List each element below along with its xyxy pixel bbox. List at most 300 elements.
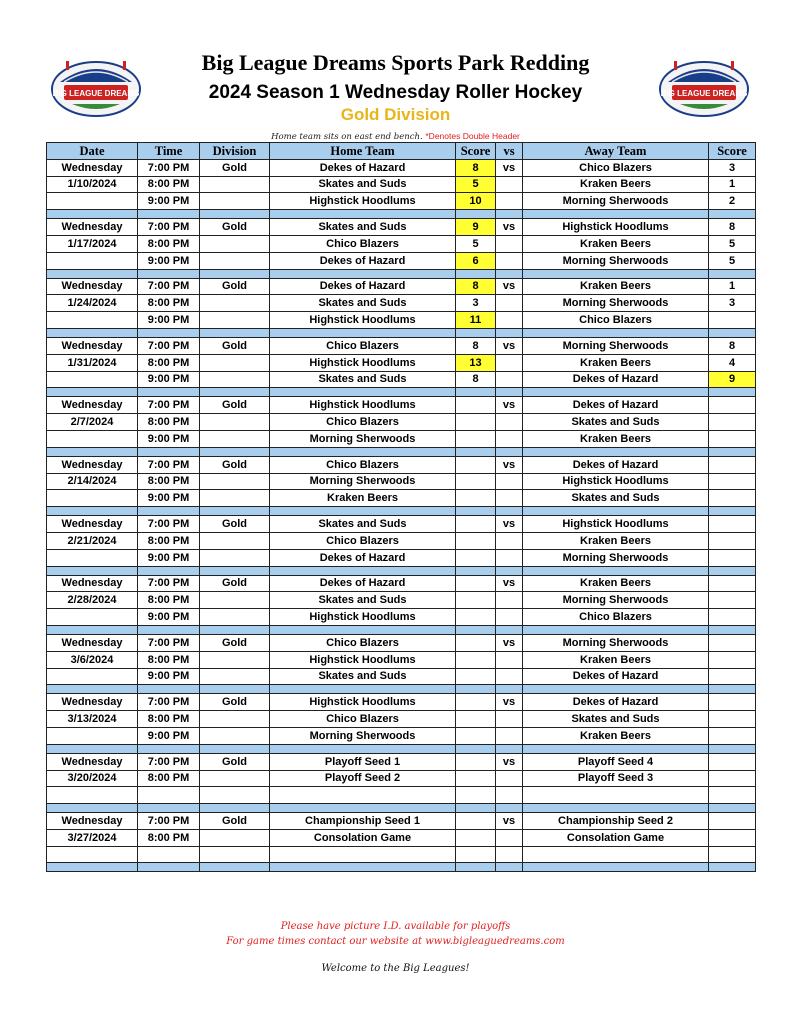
home-score-cell: 6 <box>456 252 496 269</box>
time-cell: 9:00 PM <box>138 490 200 507</box>
spacer-cell <box>456 328 496 337</box>
vs-cell <box>496 592 523 609</box>
col-vs: vs <box>496 143 523 160</box>
away-score-cell <box>709 473 756 490</box>
vs-cell: vs <box>496 159 523 176</box>
vs-cell <box>496 532 523 549</box>
date-cell: Wednesday <box>47 397 138 414</box>
spacer-row <box>47 804 756 813</box>
home-team-cell: Kraken Beers <box>270 490 456 507</box>
away-score-cell <box>709 532 756 549</box>
date-cell: Wednesday <box>47 516 138 533</box>
spacer-cell <box>200 328 270 337</box>
home-score-cell <box>456 490 496 507</box>
time-cell <box>138 787 200 804</box>
home-team-cell: Skates and Suds <box>270 295 456 312</box>
home-team-cell: Highstick Hoodlums <box>270 609 456 626</box>
spacer-cell <box>47 388 138 397</box>
spacer-cell <box>200 744 270 753</box>
spacer-cell <box>47 744 138 753</box>
spacer-cell <box>47 447 138 456</box>
division-cell: Gold <box>200 753 270 770</box>
spacer-cell <box>200 388 270 397</box>
home-team-cell: Morning Sherwoods <box>270 727 456 744</box>
division-cell: Gold <box>200 634 270 651</box>
spacer-cell <box>138 804 200 813</box>
date-cell: 3/27/2024 <box>47 829 138 846</box>
game-row <box>47 354 756 371</box>
home-score-cell <box>456 668 496 685</box>
spacer-cell <box>138 744 200 753</box>
spacer-cell <box>496 863 523 872</box>
logo-text: BIG LEAGUE DREAMS <box>52 89 140 98</box>
spacer-cell <box>523 210 709 219</box>
away-team-cell: Kraken Beers <box>523 278 709 295</box>
spacer-cell <box>456 804 496 813</box>
away-score-cell <box>709 430 756 447</box>
time-cell: 9:00 PM <box>138 252 200 269</box>
time-cell: 8:00 PM <box>138 770 200 787</box>
game-row <box>47 312 756 329</box>
spacer-cell <box>47 863 138 872</box>
home-score-cell <box>456 473 496 490</box>
spacer-cell <box>709 447 756 456</box>
spacer-cell <box>523 388 709 397</box>
game-row <box>47 549 756 566</box>
home-score-cell: 8 <box>456 159 496 176</box>
division-cell <box>200 787 270 804</box>
game-row <box>47 592 756 609</box>
spacer-cell <box>523 269 709 278</box>
spacer-cell <box>47 625 138 634</box>
vs-cell <box>496 295 523 312</box>
time-cell: 8:00 PM <box>138 711 200 728</box>
division-cell <box>200 846 270 863</box>
vs-cell: vs <box>496 337 523 354</box>
spacer-cell <box>47 210 138 219</box>
spacer-cell <box>523 863 709 872</box>
spacer-cell <box>496 566 523 575</box>
home-score-cell <box>456 516 496 533</box>
date-cell: Wednesday <box>47 753 138 770</box>
spacer-row <box>47 388 756 397</box>
home-score-cell <box>456 770 496 787</box>
away-team-cell: Kraken Beers <box>523 176 709 193</box>
spacer-cell <box>270 625 456 634</box>
vs-cell: vs <box>496 813 523 830</box>
schedule-body <box>47 159 756 872</box>
vs-cell <box>496 235 523 252</box>
vs-cell <box>496 846 523 863</box>
time-cell: 8:00 PM <box>138 829 200 846</box>
spacer-cell <box>496 388 523 397</box>
spacer-cell <box>523 328 709 337</box>
date-cell: Wednesday <box>47 634 138 651</box>
vs-cell <box>496 354 523 371</box>
home-team-cell: Morning Sherwoods <box>270 430 456 447</box>
home-score-cell: 10 <box>456 193 496 210</box>
away-score-cell <box>709 634 756 651</box>
home-score-cell <box>456 694 496 711</box>
date-cell <box>47 252 138 269</box>
division-cell: Gold <box>200 694 270 711</box>
spacer-cell <box>709 388 756 397</box>
spacer-cell <box>709 804 756 813</box>
vs-cell <box>496 490 523 507</box>
division-cell <box>200 532 270 549</box>
date-cell: 2/14/2024 <box>47 473 138 490</box>
away-score-cell <box>709 668 756 685</box>
date-cell: Wednesday <box>47 575 138 592</box>
time-cell: 8:00 PM <box>138 295 200 312</box>
spacer-cell <box>496 685 523 694</box>
spacer-cell <box>138 507 200 516</box>
date-cell: 3/13/2024 <box>47 711 138 728</box>
vs-cell <box>496 371 523 388</box>
vs-cell: vs <box>496 575 523 592</box>
home-score-cell: 5 <box>456 176 496 193</box>
division-cell <box>200 371 270 388</box>
spacer-cell <box>496 507 523 516</box>
spacer-cell <box>270 566 456 575</box>
home-score-cell: 8 <box>456 371 496 388</box>
vs-cell: vs <box>496 456 523 473</box>
away-team-cell: Dekes of Hazard <box>523 456 709 473</box>
home-team-cell: Chico Blazers <box>270 337 456 354</box>
away-team-cell: Morning Sherwoods <box>523 295 709 312</box>
spacer-cell <box>496 625 523 634</box>
game-row <box>47 159 756 176</box>
home-team-cell: Highstick Hoodlums <box>270 193 456 210</box>
away-team-cell: Morning Sherwoods <box>523 634 709 651</box>
away-score-cell: 5 <box>709 235 756 252</box>
col-home-team: Home Team <box>270 143 456 160</box>
spacer-row <box>47 269 756 278</box>
game-row <box>47 252 756 269</box>
welcome-message: Welcome to the Big Leagues! <box>321 963 470 974</box>
game-row <box>47 575 756 592</box>
away-score-cell <box>709 770 756 787</box>
away-team-cell: Chico Blazers <box>523 312 709 329</box>
spacer-cell <box>456 685 496 694</box>
division-cell <box>200 295 270 312</box>
spacer-cell <box>270 210 456 219</box>
spacer-cell <box>47 685 138 694</box>
home-team-cell: Chico Blazers <box>270 235 456 252</box>
date-cell: 2/7/2024 <box>47 414 138 431</box>
away-score-cell <box>709 813 756 830</box>
home-team-cell: Highstick Hoodlums <box>270 694 456 711</box>
away-team-cell: Consolation Game <box>523 829 709 846</box>
date-cell <box>47 668 138 685</box>
game-row <box>47 634 756 651</box>
division-cell <box>200 252 270 269</box>
date-cell: Wednesday <box>47 219 138 236</box>
game-row <box>47 456 756 473</box>
vs-cell <box>496 176 523 193</box>
home-score-cell: 8 <box>456 278 496 295</box>
away-score-cell: 8 <box>709 337 756 354</box>
game-row <box>47 787 756 804</box>
col-away-team: Away Team <box>523 143 709 160</box>
home-team-cell: Skates and Suds <box>270 219 456 236</box>
date-cell <box>47 727 138 744</box>
spacer-cell <box>270 744 456 753</box>
spacer-cell <box>523 625 709 634</box>
spacer-cell <box>270 447 456 456</box>
division-cell <box>200 711 270 728</box>
spacer-cell <box>47 507 138 516</box>
spacer-cell <box>523 566 709 575</box>
col-time: Time <box>138 143 200 160</box>
vs-cell <box>496 414 523 431</box>
spacer-cell <box>200 685 270 694</box>
division-cell <box>200 176 270 193</box>
spacer-cell <box>200 863 270 872</box>
away-score-cell <box>709 651 756 668</box>
time-cell: 9:00 PM <box>138 312 200 329</box>
double-header-note: *Denotes Double Header <box>425 131 520 141</box>
home-team-cell: Skates and Suds <box>270 516 456 533</box>
game-row <box>47 337 756 354</box>
division-cell <box>200 592 270 609</box>
game-row <box>47 532 756 549</box>
home-score-cell <box>456 727 496 744</box>
game-row <box>47 219 756 236</box>
vs-cell <box>496 787 523 804</box>
division-cell <box>200 651 270 668</box>
vs-cell: vs <box>496 694 523 711</box>
home-team-cell: Highstick Hoodlums <box>270 312 456 329</box>
away-team-cell <box>523 846 709 863</box>
away-score-cell <box>709 516 756 533</box>
spacer-row <box>47 744 756 753</box>
time-cell: 8:00 PM <box>138 176 200 193</box>
vs-cell: vs <box>496 397 523 414</box>
game-row <box>47 176 756 193</box>
spacer-cell <box>456 863 496 872</box>
spacer-row <box>47 447 756 456</box>
game-row <box>47 694 756 711</box>
division-cell: Gold <box>200 456 270 473</box>
game-row <box>47 668 756 685</box>
time-cell: 8:00 PM <box>138 414 200 431</box>
home-score-cell <box>456 456 496 473</box>
spacer-row <box>47 685 756 694</box>
away-score-cell <box>709 456 756 473</box>
spacer-cell <box>200 625 270 634</box>
date-cell <box>47 193 138 210</box>
game-row <box>47 295 756 312</box>
vs-cell <box>496 252 523 269</box>
date-cell <box>47 609 138 626</box>
home-score-cell <box>456 430 496 447</box>
away-score-cell: 4 <box>709 354 756 371</box>
home-team-cell: Morning Sherwoods <box>270 473 456 490</box>
spacer-row <box>47 210 756 219</box>
game-row <box>47 193 756 210</box>
home-team-cell: Championship Seed 1 <box>270 813 456 830</box>
away-team-cell: Championship Seed 2 <box>523 813 709 830</box>
time-cell: 7:00 PM <box>138 159 200 176</box>
date-cell <box>47 846 138 863</box>
spacer-cell <box>200 804 270 813</box>
away-team-cell: Dekes of Hazard <box>523 668 709 685</box>
time-cell: 8:00 PM <box>138 651 200 668</box>
home-team-cell: Playoff Seed 1 <box>270 753 456 770</box>
division-cell <box>200 312 270 329</box>
home-team-cell: Chico Blazers <box>270 532 456 549</box>
home-score-cell: 8 <box>456 337 496 354</box>
vs-cell <box>496 312 523 329</box>
time-cell: 7:00 PM <box>138 397 200 414</box>
spacer-cell <box>709 685 756 694</box>
vs-cell <box>496 651 523 668</box>
date-cell: 3/20/2024 <box>47 770 138 787</box>
away-score-cell <box>709 787 756 804</box>
vs-cell: vs <box>496 753 523 770</box>
game-row <box>47 371 756 388</box>
spacer-cell <box>496 210 523 219</box>
home-score-cell <box>456 787 496 804</box>
date-cell <box>47 371 138 388</box>
spacer-cell <box>270 328 456 337</box>
home-team-cell: Skates and Suds <box>270 668 456 685</box>
spacer-cell <box>270 269 456 278</box>
game-row <box>47 609 756 626</box>
time-cell: 9:00 PM <box>138 371 200 388</box>
spacer-cell <box>270 863 456 872</box>
game-row <box>47 727 756 744</box>
home-score-cell <box>456 592 496 609</box>
away-score-cell <box>709 711 756 728</box>
spacer-cell <box>138 328 200 337</box>
date-cell: 2/21/2024 <box>47 532 138 549</box>
away-team-cell: Kraken Beers <box>523 235 709 252</box>
home-team-cell <box>270 787 456 804</box>
spacer-cell <box>138 685 200 694</box>
col-home-score: Score <box>456 143 496 160</box>
time-cell: 7:00 PM <box>138 694 200 711</box>
bench-note-line <box>0 131 791 142</box>
home-team-cell: Chico Blazers <box>270 711 456 728</box>
time-cell: 8:00 PM <box>138 473 200 490</box>
spacer-cell <box>270 507 456 516</box>
spacer-row <box>47 328 756 337</box>
spacer-cell <box>523 804 709 813</box>
away-score-cell: 8 <box>709 219 756 236</box>
away-score-cell <box>709 312 756 329</box>
away-team-cell <box>523 787 709 804</box>
home-score-cell <box>456 813 496 830</box>
away-score-cell <box>709 575 756 592</box>
spacer-cell <box>138 210 200 219</box>
spacer-cell <box>138 625 200 634</box>
time-cell: 7:00 PM <box>138 813 200 830</box>
spacer-cell <box>200 210 270 219</box>
away-team-cell: Chico Blazers <box>523 609 709 626</box>
home-team-cell: Dekes of Hazard <box>270 159 456 176</box>
spacer-cell <box>709 625 756 634</box>
spacer-cell <box>709 863 756 872</box>
spacer-cell <box>138 447 200 456</box>
away-team-cell: Kraken Beers <box>523 532 709 549</box>
away-score-cell: 3 <box>709 159 756 176</box>
game-row <box>47 430 756 447</box>
away-score-cell <box>709 490 756 507</box>
spacer-cell <box>138 566 200 575</box>
away-team-cell: Highstick Hoodlums <box>523 219 709 236</box>
spacer-cell <box>709 328 756 337</box>
away-team-cell: Skates and Suds <box>523 490 709 507</box>
date-cell: 2/28/2024 <box>47 592 138 609</box>
home-team-cell: Skates and Suds <box>270 371 456 388</box>
away-team-cell: Dekes of Hazard <box>523 694 709 711</box>
date-cell <box>47 430 138 447</box>
home-score-cell: 9 <box>456 219 496 236</box>
spacer-cell <box>496 804 523 813</box>
away-score-cell <box>709 397 756 414</box>
home-score-cell <box>456 651 496 668</box>
col-date: Date <box>47 143 138 160</box>
home-score-cell <box>456 829 496 846</box>
time-cell: 7:00 PM <box>138 456 200 473</box>
date-cell: Wednesday <box>47 813 138 830</box>
home-score-cell: 13 <box>456 354 496 371</box>
away-score-cell <box>709 727 756 744</box>
spacer-cell <box>709 210 756 219</box>
home-team-cell: Dekes of Hazard <box>270 252 456 269</box>
date-cell <box>47 549 138 566</box>
home-score-cell <box>456 609 496 626</box>
away-score-cell: 9 <box>709 371 756 388</box>
home-score-cell <box>456 575 496 592</box>
game-row <box>47 397 756 414</box>
time-cell: 7:00 PM <box>138 634 200 651</box>
division-title: Gold Division <box>340 105 451 124</box>
home-team-cell <box>270 846 456 863</box>
away-score-cell <box>709 414 756 431</box>
vs-cell <box>496 473 523 490</box>
time-cell: 7:00 PM <box>138 219 200 236</box>
home-score-cell: 5 <box>456 235 496 252</box>
time-cell: 9:00 PM <box>138 549 200 566</box>
website-notice: For game times contact our website at www.bigleaguedreams.com <box>226 936 565 947</box>
division-cell: Gold <box>200 278 270 295</box>
time-cell: 7:00 PM <box>138 516 200 533</box>
spacer-row <box>47 863 756 872</box>
away-team-cell: Kraken Beers <box>523 651 709 668</box>
home-score-cell: 11 <box>456 312 496 329</box>
time-cell: 7:00 PM <box>138 575 200 592</box>
away-score-cell: 5 <box>709 252 756 269</box>
spacer-cell <box>496 328 523 337</box>
vs-cell <box>496 829 523 846</box>
spacer-cell <box>456 744 496 753</box>
vs-cell <box>496 711 523 728</box>
game-row <box>47 235 756 252</box>
home-team-cell: Highstick Hoodlums <box>270 397 456 414</box>
home-team-cell: Highstick Hoodlums <box>270 354 456 371</box>
vs-cell <box>496 430 523 447</box>
away-score-cell <box>709 829 756 846</box>
away-score-cell: 1 <box>709 176 756 193</box>
spacer-cell <box>456 566 496 575</box>
spacer-cell <box>270 685 456 694</box>
away-score-cell: 3 <box>709 295 756 312</box>
division-cell <box>200 829 270 846</box>
time-cell: 7:00 PM <box>138 753 200 770</box>
